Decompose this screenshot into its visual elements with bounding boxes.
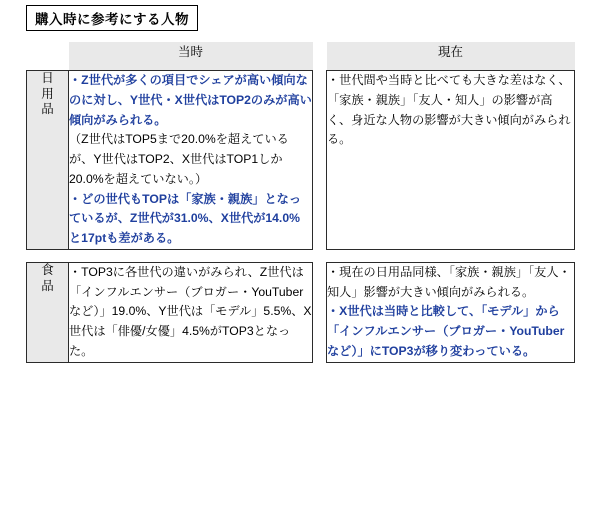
row-label-daily-goods-text: 日用品 xyxy=(41,71,54,117)
cell-paragraph: ・現在の日用品同様、「家族・親族」「友人・知人」影響が大きい傾向がみられる。 xyxy=(327,264,571,299)
spacer-cell xyxy=(313,249,327,262)
row-gap-cell xyxy=(313,71,327,250)
cell-paragraph: ・世代間や当時と比べても大きな差はなく、「家族・親族」「友人・知人」の影響が高く、身近な人物の影響が大きい傾向がみられる。 xyxy=(327,73,571,147)
cell-daily-goods-present xyxy=(327,71,575,250)
table-row xyxy=(27,71,575,250)
spacer-cell xyxy=(69,249,313,262)
row-label-food-text: 食品 xyxy=(41,262,54,293)
column-header-past: 当時 xyxy=(69,42,313,71)
table-spacer-row xyxy=(27,249,575,262)
spacer-cell xyxy=(327,249,575,262)
spacer-cell xyxy=(27,249,69,262)
row-label-daily-goods xyxy=(27,71,69,250)
header-gap-cell xyxy=(313,42,327,71)
column-header-present: 現在 xyxy=(327,42,575,71)
comparison-table xyxy=(26,42,575,363)
row-label-food xyxy=(27,262,69,362)
cell-paragraph: ・TOP3に各世代の違いがみられ、Z世代は「インフルエンサー（ブロガー・YouTuberなど）」19.0%、Y世代は「モデル」5.5%、X世代は「俳優/女優」4.5%がTOP3となった。 xyxy=(69,264,312,358)
cell-paragraph: （Z世代はTOP5まで20.0%を超えているが、Y世代はTOP2、X世代はTOP1しか20.0%を超えていない。） xyxy=(69,132,289,186)
cell-food-past xyxy=(69,262,313,362)
cell-daily-goods-past xyxy=(69,71,313,250)
header-corner-cell xyxy=(27,42,69,71)
table-header-row xyxy=(27,42,575,71)
row-gap-cell xyxy=(313,262,327,362)
cell-paragraph: ・Z世代が多くの項目でシェアが高い傾向なのに対し、Y世代・X世代はTOP2のみが高い傾向がみられる。 xyxy=(69,73,312,127)
cell-paragraph: ・どの世代もTOPは「家族・親族」となっているが、Z世代が31.0%、X世代が14.0%と17ptも差がある。 xyxy=(69,191,302,246)
page-title: 購入時に参考にする人物 xyxy=(26,5,198,31)
cell-paragraph: ・X世代は当時と比較して、「モデル」から「インフルエンサー（ブロガー・YouTuberなど）」にTOP3が移り変わっている。 xyxy=(327,304,565,358)
cell-food-present xyxy=(327,262,575,362)
table-row xyxy=(27,262,575,362)
